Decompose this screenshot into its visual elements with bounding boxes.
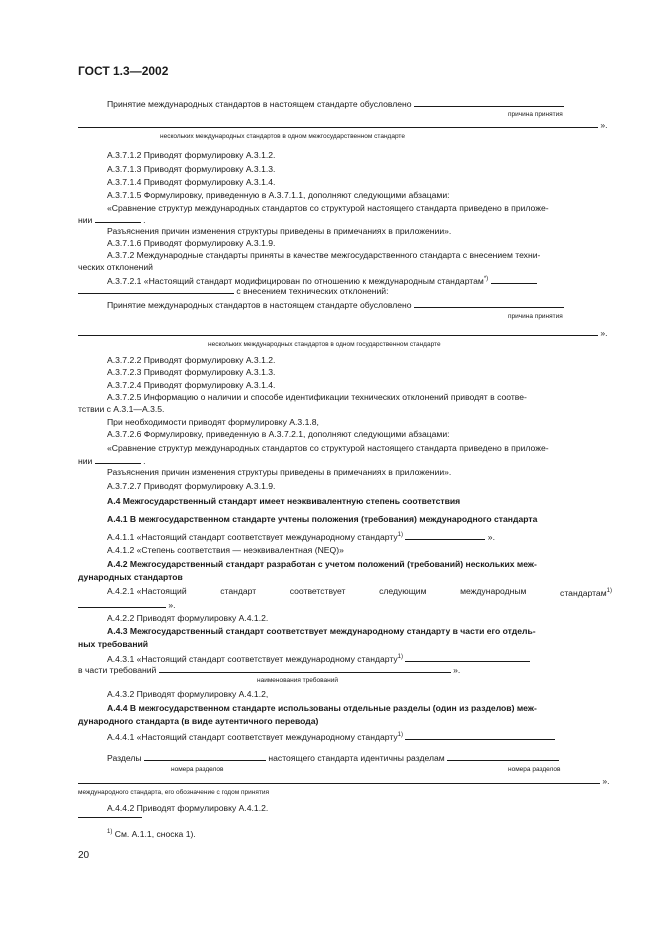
text-line: А.3.7.2 Международные стандарты приняты в качестве межгосударственного стандарта с внесением техни- [107, 250, 541, 260]
hint-text: международного стандарта, его обозначение с годом принятия [78, 789, 269, 796]
hint-text: причина принятия [508, 111, 563, 118]
hint-text: нескольких международных стандартов в одном межгосударственном стандарте [160, 133, 405, 140]
text-line: А.3.7.1.4 Приводят формулировку А.3.1.4. [107, 177, 276, 187]
text-line: «Сравнение структур международных стандартов со структурой настоящего стандарта приведено в приложе- [107, 203, 549, 213]
text-line: А.3.7.2.4 Приводят формулировку А.3.1.4. [107, 380, 276, 390]
section-heading: дународных стандартов [78, 572, 183, 582]
text-line: А.3.7.2.6 Формулировку, приведенную в А.3.7.2.1, дополняют следующими абзацами: [107, 429, 450, 439]
section-heading: ных требований [78, 639, 149, 649]
text-line: А.3.7.2.2 Приводят формулировку А.3.1.2. [107, 355, 276, 365]
text-line: Разделы настоящего стандарта идентичны разделам [107, 752, 559, 764]
blank-line [78, 285, 234, 294]
text-line: в части требований ». [78, 665, 461, 675]
page-header: ГОСТ 1.3—2002 [78, 64, 169, 78]
hint-text: наименования требований [257, 677, 338, 684]
text-line: А.4.2.2 Приводят формулировку А.4.1.2. [107, 613, 269, 623]
text-line: А.3.7.2.3 Приводят формулировку А.3.1.3. [107, 367, 276, 377]
text-line: При необходимости приводят формулировку А.3.1.8, [107, 417, 319, 427]
text-line: Принятие международных стандартов в настоящем стандарте обусловлено [107, 299, 564, 311]
text-line: с внесением технических отклонений: [78, 285, 388, 297]
blank-line [447, 752, 559, 761]
blank-line [414, 98, 564, 107]
hint-text: причина принятия [508, 313, 563, 320]
text-line: А.4.2.1 «Настоящий стандарт соответствует следующим международным стандартам$^{1)}$ [107, 586, 612, 598]
section-heading: дународного стандарта (в виде аутентичного перевода) [78, 716, 319, 726]
text-line: А.3.7.1.5 Формулировку, приведенную в А.3.7.1.1, дополняют следующими абзацами: [107, 190, 450, 200]
text-line: А.4.1.2 «Степень соответствия — неэквивалентная (NEQ)» [107, 545, 344, 555]
text-line: Разъяснения причин изменения структуры приведены в примечаниях в приложении». [107, 467, 452, 477]
page-number: 20 [78, 850, 90, 861]
text-line: ческих отклонений [78, 262, 153, 272]
footnote-divider [78, 817, 142, 818]
text-line: А.4.1.1 «Настоящий стандарт соответствует международному стандарту$^{1)}$ ». [107, 531, 495, 542]
text-line: А.4.3.1 «Настоящий стандарт соответствует международному стандарту$^{1)}$ [107, 652, 530, 665]
text-line: ». [78, 119, 608, 131]
blank-line [78, 327, 598, 336]
blank-line [405, 653, 530, 662]
blank-line [78, 599, 166, 608]
text-line: нии . [78, 215, 146, 225]
text-line: А.4.4.2 Приводят формулировку А.4.1.2. [107, 803, 269, 813]
text-line: ». [78, 599, 176, 611]
section-heading: А.4.4 В межгосударственном стандарте использованы отдельные разделы (один из разделов) меж- [107, 703, 537, 713]
blank-line [144, 752, 266, 761]
text-line: А.3.7.1.2 Приводят формулировку А.3.1.2. [107, 150, 276, 160]
hint-text: нескольких международных стандартов в одном государственном стандарте [208, 341, 441, 348]
text-line: нии . [78, 456, 146, 466]
text-line: А.3.7.1.6 Приводят формулировку А.3.1.9. [107, 238, 276, 248]
text-line: А.3.7.1.3 Приводят формулировку А.3.1.3. [107, 164, 276, 174]
text-line: ». [78, 775, 610, 787]
hint-text: номера разделов [508, 766, 561, 773]
section-heading: А.4.2 Межгосударственный стандарт разработан с учетом положений (требований) нескольких меж- [107, 559, 537, 569]
text-line: А.3.7.2.1 «Настоящий стандарт модифицирован по отношению к международным стандартам*) [107, 274, 537, 287]
blank-line [95, 455, 141, 464]
text-line: тствии с А.3.1—А.3.5. [78, 404, 165, 414]
footnote: $^{1)}$ См. А.1.1, сноска 1). [107, 828, 196, 839]
blank-line [95, 214, 141, 223]
text-line: А.4.3.2 Приводят формулировку А.4.1.2, [107, 689, 269, 699]
section-heading: А.4.1 В межгосударственном стандарте учтены положения (требования) международного стандарта [107, 514, 538, 524]
text-line: Принятие международных стандартов в настоящем стандарте обусловлено [107, 98, 564, 110]
hint-text: номера разделов [171, 766, 224, 773]
text-line: «Сравнение структур международных стандартов со структурой настоящего стандарта приведено в приложе- [107, 443, 549, 453]
text-line: А.3.7.2.7 Приводят формулировку А.3.1.9. [107, 481, 276, 491]
text-line: ». [78, 327, 608, 339]
text-line: А.3.7.2.5 Информацию о наличии и способе идентификации технических отклонений приводят в соотве- [107, 392, 527, 402]
section-heading: А.4 Межгосударственный стандарт имеет неэквивалентную степень соответствия [107, 496, 461, 506]
blank-line [405, 731, 555, 740]
blank-line [78, 775, 600, 784]
blank-line [405, 531, 485, 540]
text-line: А.4.4.1 «Настоящий стандарт соответствует международному стандарту$^{1)}$ [107, 730, 555, 743]
section-heading: А.4.3 Межгосударственный стандарт соответствует международному стандарту в части его отдель- [107, 626, 536, 636]
blank-line [159, 664, 451, 673]
text-line: Разъяснения причин изменения структуры приведены в примечаниях в приложении». [107, 226, 452, 236]
blank-line [414, 299, 564, 308]
blank-line [491, 275, 537, 284]
blank-line [78, 119, 598, 128]
